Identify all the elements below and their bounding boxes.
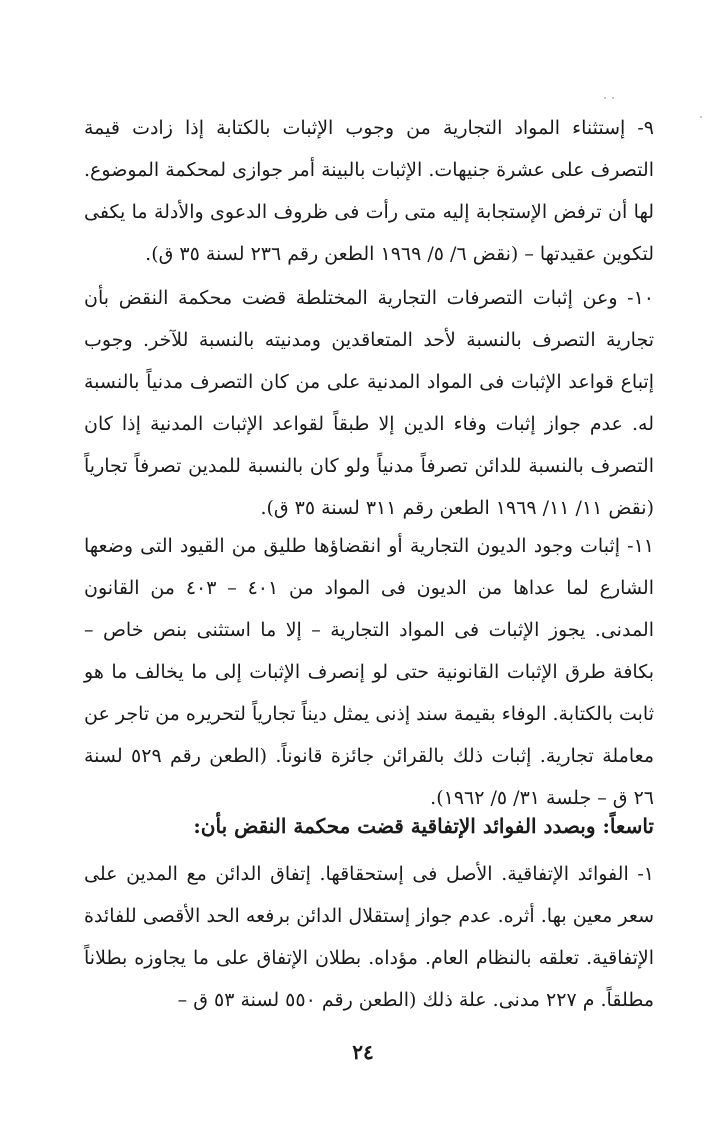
scan-speck (612, 97, 614, 99)
paragraph-11: ١١- إثبات وجود الديون التجارية أو انقضاؤها طليق من القيود التى وضعها الشارع لما عداها من الديون فى المواد من ٤٠١ – ٤٠٣ من القانون المدنى. يجوز الإثبات فى المواد التجارية – إلا ما استثنى بنص خاص – بكافة طرق الإثبات القانونية حتى لو إنصرف الإثبات إلى ما يخالف ما هو ثابت بالكتابة. الوفاء بقيمة سند إذنى يمثل ديناً تجارياً لتحريره من تاجر عن معاملة تجارية. إثبات ذلك بالقرائن جائزة قانوناً. (الطعن رقم ٥٢٩ لسنة ٢٦ ق – جلسة ٣١/ ٥/ ١٩٦٢). (84, 535, 654, 809)
paragraph-10: ١٠- وعن إثبات التصرفات التجارية المختلطة قضت محكمة النقض بأن تجارية التصرف بالنسبة لأحد المتعاقدين ومدنيته بالنسبة للآخر. وجوب إتباع قواعد الإثبات فى المواد المدنية على من كان التصرف مدنياً بالنسبة له. عدم جواز إثبات وفاء الدين إلا طبقاً لقواعد الإثبات المدنية إذا كان التصرف بالنسبة للدائن تصرفاً مدنياً ولو كان بالنسبة للمدين تصرفاً تجارياً (نقض ١١/ ١١/ ١٩٦٩ الطعن رقم ٣١١ لسنة ٣٥ ق). (84, 287, 654, 519)
scan-speck (604, 97, 606, 99)
section-heading: تاسعاً: وبصدد الفوائد الإتفاقية قضت محكمة النقض بأن: (193, 813, 654, 838)
scan-speck (700, 116, 702, 118)
paragraph-9: ٩- إستثناء المواد التجارية من وجوب الإثبات بالكتابة إذا زادت قيمة التصرف على عشرة جنيهات. الإثبات بالبينة أمر جوازى لمحكمة الموضوع. لها أن ترفض الإستجابة إليه متى رأت فى ظروف الدعوى والأدلة ما يكفى لتكوين عقيدتها – (نقض ٦/ ٥/ ١٩٦٩ الطعن رقم ٢٣٦ لسنة ٣٥ ق). (84, 117, 654, 265)
page-number: ٢٤ (352, 1040, 374, 1064)
paragraph-1: ١- الفوائد الإتفاقية. الأصل فى إستحقاقها. إتفاق الدائن مع المدين على سعر معين بها. أثره. عدم جواز إستقلال الدائن برفعه الحد الأقصى للفائدة الإتفاقية. تعلقه بالنظام العام. مؤداه. بطلان الإتفاق على ما يجاوزه بطلاناً مطلقاً. م ٢٢٧ مدنى. علة ذلك (الطعن رقم ٥٥٠ لسنة ٥٣ ق – (84, 863, 654, 1011)
